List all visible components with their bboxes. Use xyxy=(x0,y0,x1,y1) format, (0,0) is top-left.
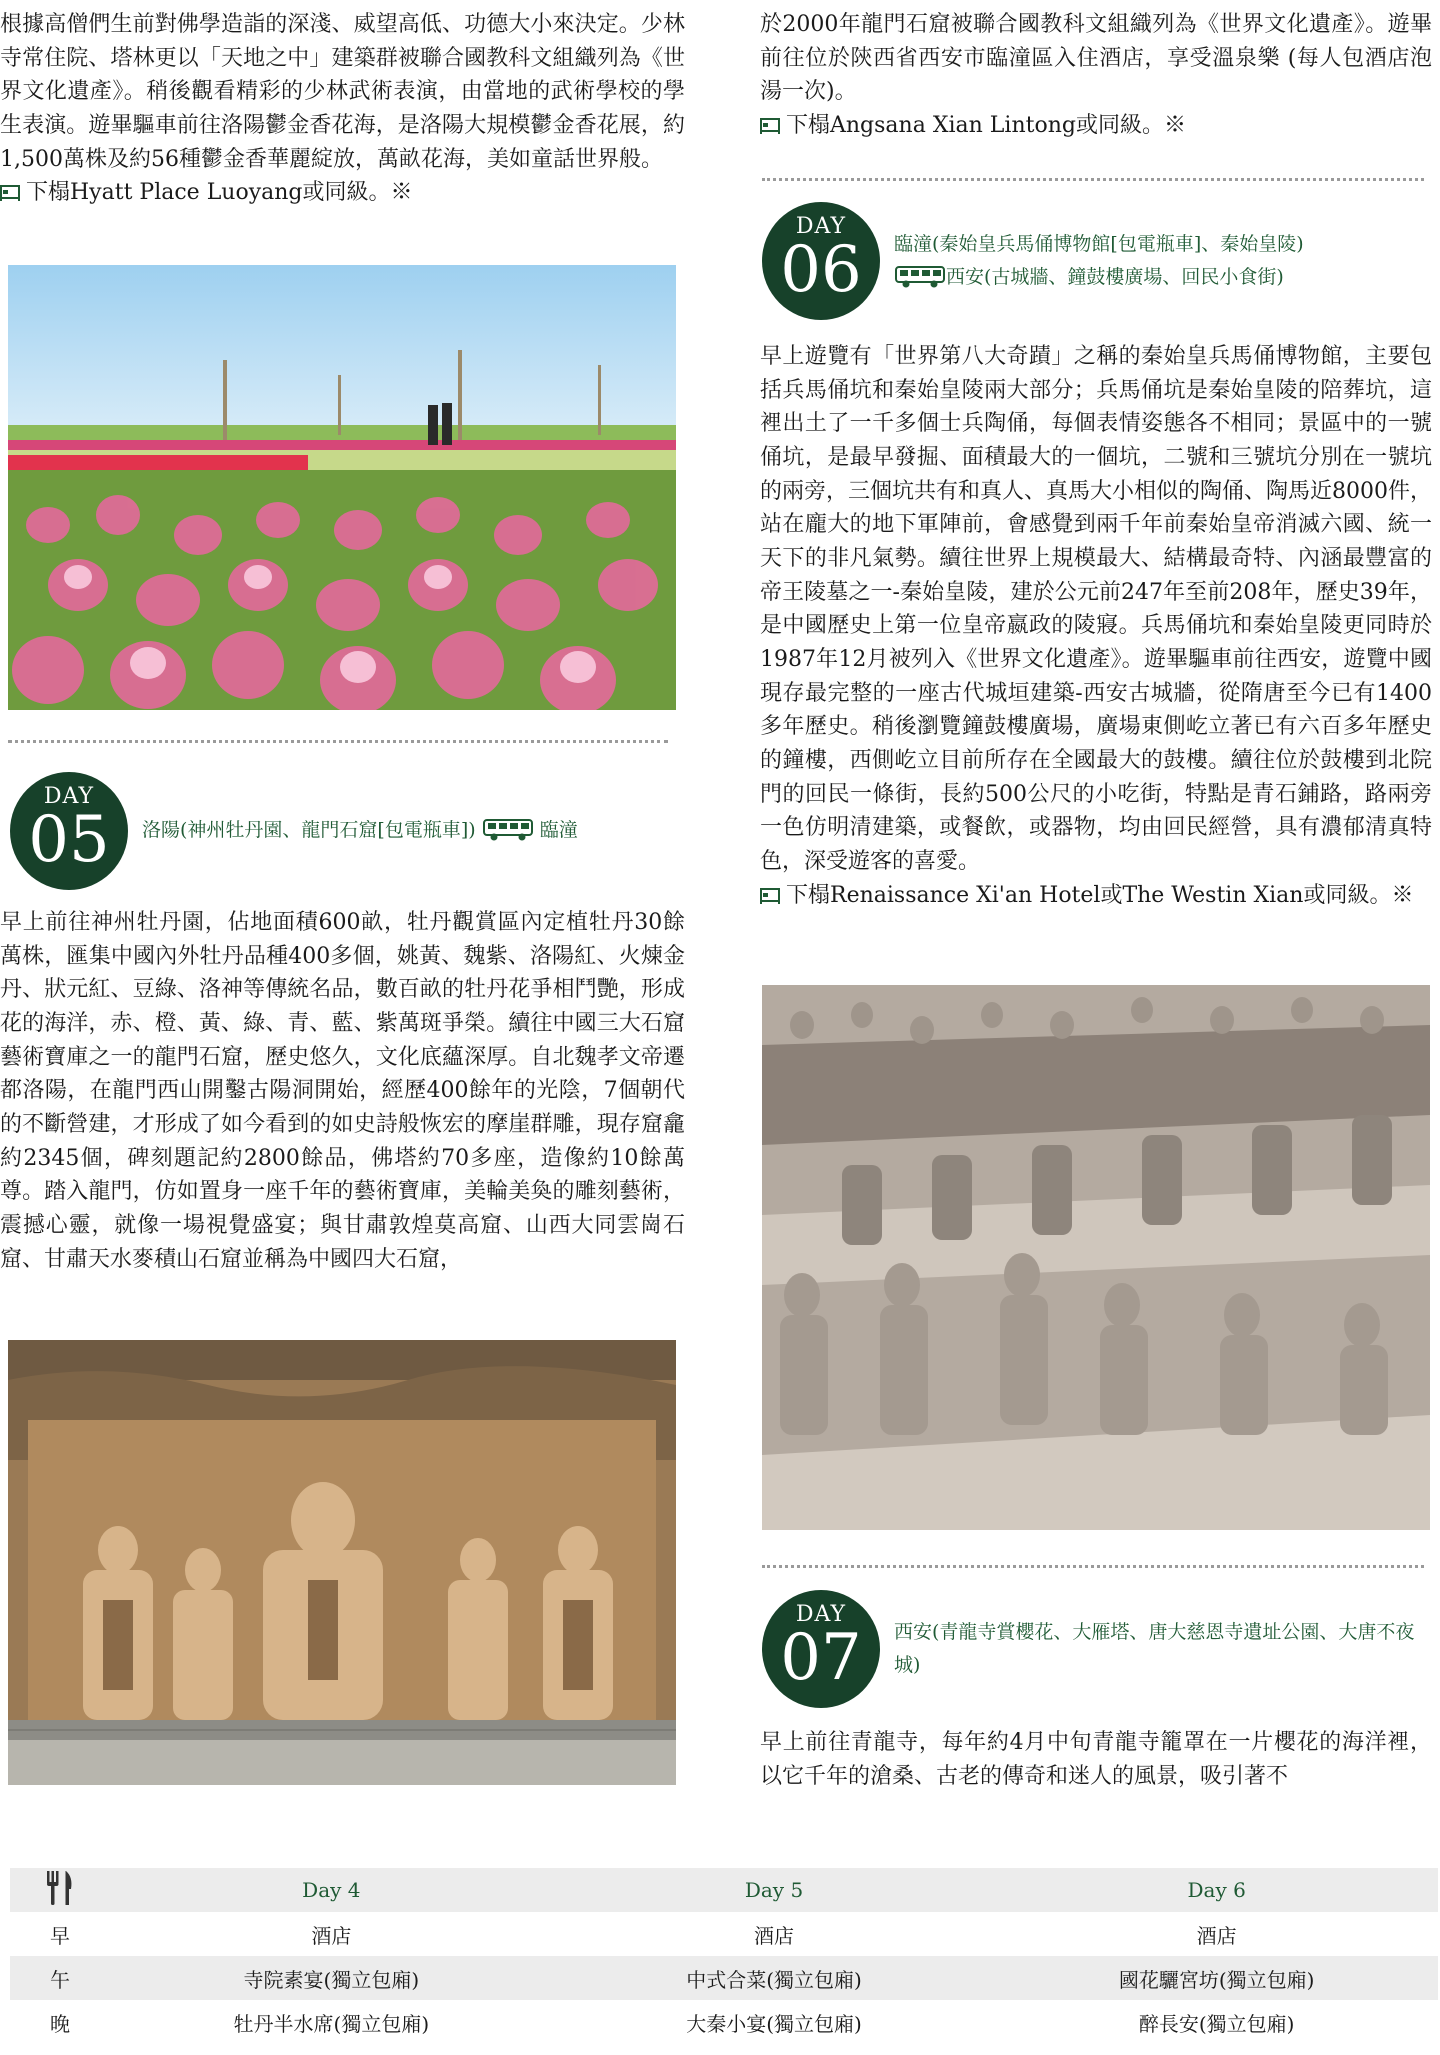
terracotta-warriors-photo xyxy=(762,985,1430,1530)
day06-hotel-text: 下榻Renaissance Xi'an Hotel或The Westin Xian或同級。※ xyxy=(786,882,1414,908)
day06-text: 早上遊覽有「世界第八大奇蹟」之稱的秦始皇兵馬俑博物館，主要包括兵馬俑坑和秦始皇陵兩大部分；兵馬俑坑是秦始皇陵的陪葬坑，這裡出土了一千多個士兵陶俑，每個表情姿態各不相同；景區中的一號俑坑，是最早發掘、面積最大的一個坑，二號和三號坑分別在一號坑的兩旁，三個坑共有和真人、真馬大小相似的陶俑、陶馬近8000件，站在龐大的地下軍陣前，會感覺到兩千年前秦始皇帝消滅六國、統一天下的非凡氣勢。續往世界上規模最大、結構最奇特、內涵最豐富的帝王陵墓之一-秦始皇陵，建於公元前247年至前208年，歷史39年，是中國歷史上第一位皇帝嬴政的陵寢。兵馬俑坑和秦始皇陵更同時於1987年12月被列入《世界文化遺產》。遊畢驅車前往西安，遊覽中國現存最完整的一座古代城垣建築-西安古城牆，從隋唐至今已有1400多年歷史。稍後瀏覽鐘鼓樓廣場，廣場東側屹立著已有六百多年歷史的鐘樓，西側屹立目前所存在全國最大的鼓樓。續往位於鼓樓到北院門的回民一條街，長約500公尺的小吃街，特點是青石鋪路，路兩旁一色仿明清建築，或餐飲，或器物，均由回民經營，具有濃郁清真特色，深受遊客的喜愛。 xyxy=(760,344,1432,874)
day06-route-main: 臨潼(秦始皇兵馬俑博物館[包電瓶車]、秦始皇陵) xyxy=(894,232,1304,255)
day06-hotel-line xyxy=(760,879,1432,913)
meal-row-breakfast xyxy=(10,1912,1438,1956)
day07-badge-label: DAY xyxy=(795,1602,847,1627)
tulip-field-photo xyxy=(8,265,676,710)
day05-hotel-text: 下榻Angsana Xian Lintong或同級。※ xyxy=(786,112,1186,138)
longmen-grottoes-photo xyxy=(8,1340,676,1785)
day06-badge-number: 06 xyxy=(780,233,862,307)
bus-icon xyxy=(482,818,534,842)
meal-row-lunch xyxy=(10,1956,1438,2000)
meal-table-header-icon-cell xyxy=(10,1871,110,1910)
day07-route-main: 西安(青龍寺賞櫻花、大雁塔、唐大慈恩寺遺址公園、大唐不夜城) xyxy=(894,1620,1415,1676)
day06-route-destination: 西安(古城牆、鐘鼓樓廣場、回民小食街) xyxy=(946,266,1284,288)
meal-cell: 國花驪宮坊(獨立包廂) xyxy=(1118,1967,1315,1992)
day07-header xyxy=(762,1590,1434,1708)
meal-cell: 酒店 xyxy=(311,1923,352,1948)
day07-text: 早上前往青龍寺，每年約4月中旬青龍寺籠罩在一片櫻花的海洋裡，以它千年的滄桑、古老的傳奇和迷人的風景，吸引著不 xyxy=(760,1730,1432,1789)
meal-cell: 酒店 xyxy=(1196,1923,1237,1948)
meal-row-dinner xyxy=(10,2000,1438,2044)
meal-cell: 酒店 xyxy=(754,1923,794,1948)
day05-route xyxy=(142,814,578,847)
meal-row-label: 午 xyxy=(50,1967,70,1992)
day05-hotel-line xyxy=(760,109,1432,143)
day07-badge xyxy=(762,1590,880,1708)
day06-badge-label: DAY xyxy=(795,214,847,239)
section-divider xyxy=(762,1565,1424,1568)
meal-row-label: 早 xyxy=(50,1923,70,1948)
day05-header xyxy=(10,772,685,890)
day04-hotel-line xyxy=(0,176,685,210)
section-divider xyxy=(762,178,1424,181)
bus-icon xyxy=(894,265,946,289)
meal-row-label: 晚 xyxy=(50,2011,70,2036)
day05-badge xyxy=(10,772,128,890)
meal-cell: 中式合菜(獨立包廂) xyxy=(686,1967,862,1992)
day07-route xyxy=(894,1616,1424,1683)
day05-route-destination: 臨潼 xyxy=(539,819,578,842)
day06-route xyxy=(894,228,1304,295)
hotel-icon xyxy=(760,885,780,905)
meal-cell: 大秦小宴(獨立包廂) xyxy=(686,2011,862,2036)
day05-continuation-text: 於2000年龍門石窟被聯合國教科文組織列為《世界文化遺產》。遊畢前往位於陝西省西安市臨潼區入住酒店，享受溫泉樂 (每人包酒店泡湯一次)。 xyxy=(760,12,1432,105)
meal-table-header xyxy=(10,1868,1438,1912)
meal-cell: 牡丹半水席(獨立包廂) xyxy=(233,2011,430,2036)
day05-route-main: 洛陽(神州牡丹園、龍門石窟[包電瓶車]) xyxy=(142,819,476,842)
section-divider xyxy=(8,740,668,743)
meal-cell: 醉長安(獨立包廂) xyxy=(1138,2011,1295,2036)
meal-header-day6: Day 6 xyxy=(1187,1878,1246,1902)
meal-header-day5: Day 5 xyxy=(744,1878,804,1902)
hotel-icon xyxy=(0,182,20,202)
day05-text: 早上前往神州牡丹園，佔地面積600畝，牡丹觀賞區內定植牡丹30餘萬株，匯集中國內外牡丹品種400多個，姚黃、魏紫、洛陽紅、火煉金丹、狀元紅、豆綠、洛神等傳統名品，數百畝的牡丹花爭相鬥艷，形成花的海洋，赤、橙、黃、綠、青、藍、紫萬斑爭榮。續往中國三大石窟藝術寶庫之一的龍門石窟，歷史悠久，文化底蘊深厚。自北魏孝文帝遷都洛陽，在龍門西山開鑿古陽洞開始，經歷400餘年的光陰，7個朝代的不斷營建，才形成了如今看到的如史詩般恢宏的摩崖群雕，現存窟龕約2345個，碑刻題記約2800餘品，佛塔約70多座，造像約10餘萬尊。踏入龍門，仿如置身一座千年的藝術寶庫，美輪美奐的雕刻藝術，震撼心靈，就像一場視覺盛宴；與甘肅敦煌莫高窟、山西大同雲崗石窟、甘肅天水麥積山石窟並稱為中國四大石窟， xyxy=(0,910,685,1272)
day04-continuation-text: 根據高僧們生前對佛學造詣的深淺、威望高低、功德大小來決定。少林寺常住院、塔林更以「天地之中」建築群被聯合國教科文組織列為《世界文化遺產》。稍後觀看精彩的少林武術表演，由當地的武術學校的學生表演。遊畢驅車前往洛陽鬱金香花海，是洛陽大規模鬱金香花展，約1,500萬株及約56種鬱金香華麗綻放，萬畝花海，美如童話世界般。 xyxy=(0,12,685,172)
meal-table xyxy=(10,1868,1438,2044)
meal-header-day4: Day 4 xyxy=(302,1878,361,1902)
day06-header xyxy=(762,202,1434,320)
fork-knife-icon xyxy=(45,1871,75,1905)
hotel-icon xyxy=(760,115,780,135)
day06-badge xyxy=(762,202,880,320)
meal-cell: 寺院素宴(獨立包廂) xyxy=(243,1967,420,1992)
day04-hotel-text: 下榻Hyatt Place Luoyang或同級。※ xyxy=(26,180,413,206)
day07-badge-number: 07 xyxy=(780,1621,862,1695)
day05-badge-number: 05 xyxy=(28,803,110,877)
day05-badge-label: DAY xyxy=(43,784,95,809)
